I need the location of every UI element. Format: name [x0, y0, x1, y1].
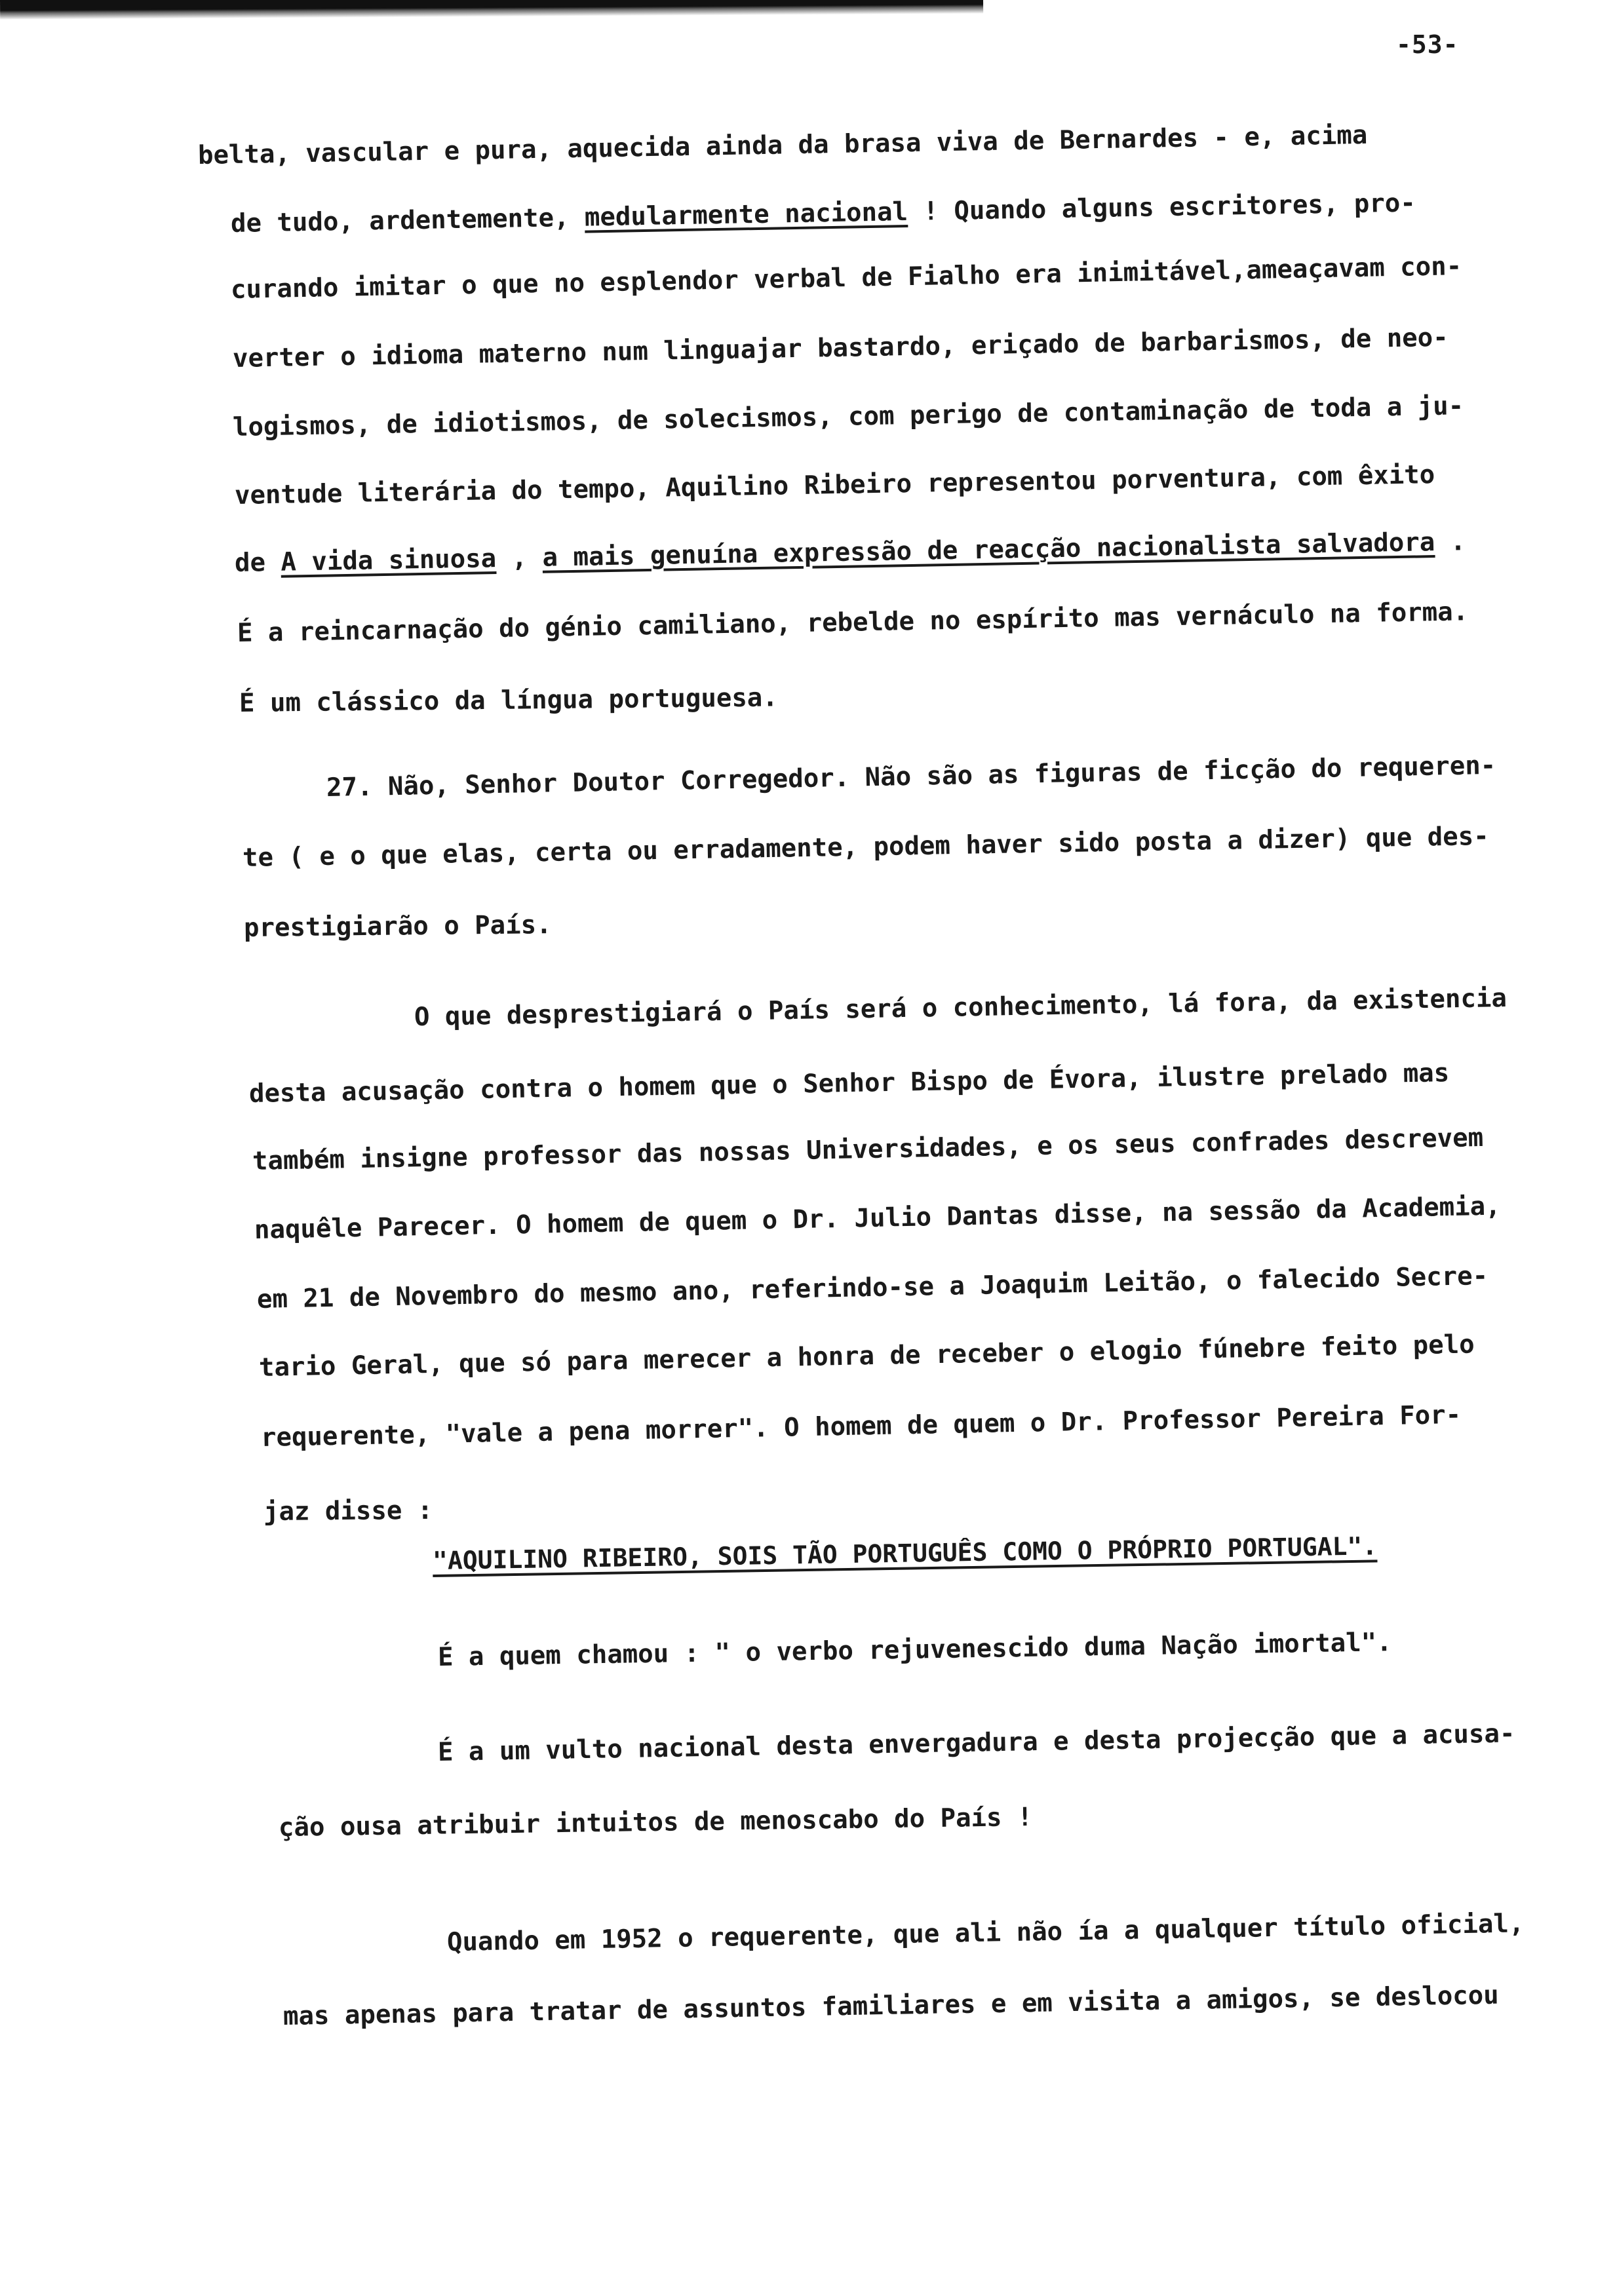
text-line: mas apenas para tratar de assuntos familiares e em visita a amigos, se deslocou [282, 1980, 1500, 2031]
text-line: logismos, de idiotismos, de solecismos, com perigo de contaminação de toda a ju- [232, 391, 1464, 442]
text-line: belta, vascular e pura, aquecida ainda da brasa viva de Bernardes - e, acima [197, 120, 1368, 170]
text-line: ção ousa atribuir intuitos de menoscabo do País ! [278, 1802, 1033, 1843]
text-line: jaz disse : [263, 1495, 433, 1527]
underlined-quote: "AQUILINO RIBEIRO, SOIS TÃO PORTUGUÊS COMO O PRÓPRIO PORTUGAL". [432, 1531, 1378, 1575]
page-number: -53- [1396, 30, 1459, 59]
text-line: 27. Não, Senhor Doutor Corregedor. Não são as figuras de ficção do requeren- [326, 750, 1496, 803]
text-line: tario Geral, que só para merecer a honra de receber o elogio fúnebre feito pelo [258, 1330, 1475, 1383]
text-line: É um clássico da língua portuguesa. [239, 683, 779, 718]
text-line: também insigne professor das nossas Universidades, e os seus confrades descrevem [252, 1122, 1484, 1176]
text-line: curando imitar o que no esplendor verbal de Fialho era inimitável,ameaçavam con- [230, 251, 1462, 305]
text-line: verter o idioma materno num linguajar bastardo, eriçado de barbarismos, de neo- [232, 322, 1449, 373]
text-line: em 21 de Novembro do mesmo ano, referindo-se a Joaquim Leitão, o falecido Secre- [256, 1261, 1489, 1314]
text-line: te ( e o que elas, certa ou erradamente, podem haver sido posta a dizer) que des- [242, 821, 1489, 873]
text-line: É a reincarnação do génio camiliano, rebelde no espírito mas vernáculo na forma. [237, 597, 1469, 648]
text-line: naquêle Parecer. O homem de quem o Dr. Julio Dantas disse, na sessão da Academia, [254, 1191, 1501, 1245]
underlined-phrase: a mais genuína expressão de reacção nacionalista salvadora [542, 527, 1435, 573]
text-line: desta acusação contra o homem que o Senhor Bispo de Évora, ilustre prelado mas [248, 1058, 1450, 1109]
text-line: de A vida sinuosa , a mais genuína expressão de reacção nacionalista salvadora . [234, 527, 1466, 578]
scan-top-edge [0, 0, 983, 20]
text-line: Quando em 1952 o requerente, que ali não ía a qualquer título oficial, [446, 1909, 1525, 1957]
text-line: requerente, "vale a pena morrer". O homem de quem o Dr. Professor Pereira For- [260, 1400, 1462, 1453]
text-line: É a quem chamou : " o verbo rejuvenescido duma Nação imortal". [437, 1628, 1392, 1672]
underlined-title: A vida sinuosa [281, 544, 497, 577]
text-line: de tudo, ardentemente, medularmente nacional ! Quando alguns escritores, pro- [230, 188, 1416, 239]
text-line: ventude literária do tempo, Aquilino Ribeiro representou porventura, com êxito [234, 460, 1435, 510]
text-line: O que desprestigiará o País será o conhecimento, lá fora, da existencia [414, 983, 1508, 1032]
text-line: prestigiarão o País. [243, 910, 552, 943]
underlined-phrase: medularmente nacional [584, 197, 908, 233]
text-line: É a um vulto nacional desta envergadura e desta projecção que a acusa- [437, 1719, 1515, 1767]
